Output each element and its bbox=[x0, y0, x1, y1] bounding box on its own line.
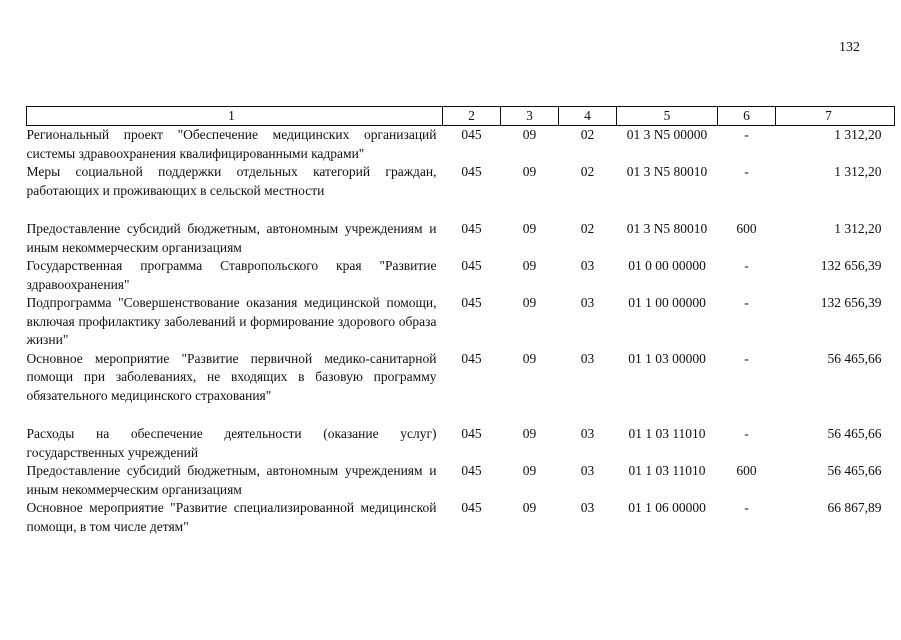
header-row bbox=[27, 107, 895, 126]
table-row bbox=[27, 499, 895, 536]
cell-target-article: 01 1 06 00000 bbox=[628, 500, 706, 515]
cell-expense-type: - bbox=[744, 350, 749, 366]
page-number: 132 bbox=[839, 40, 860, 55]
cell-section: 09 bbox=[522, 221, 537, 236]
cell-section: 09 bbox=[522, 500, 537, 515]
cell-subsection: 03 bbox=[580, 350, 595, 366]
cell-admin: 045 bbox=[461, 500, 482, 515]
table-row bbox=[27, 163, 895, 200]
cell-target-article: 01 3 N5 00000 bbox=[626, 127, 708, 142]
cell-name: Основное мероприятие "Развитие специализированной медицинской помощи, в том числе детям" bbox=[26, 500, 437, 534]
cell-expense-type: - bbox=[744, 500, 749, 515]
cell-amount: 66 867,89 bbox=[827, 500, 882, 515]
cell-subsection: 02 bbox=[580, 164, 595, 179]
col-header: 2 bbox=[443, 107, 501, 126]
cell-section: 09 bbox=[522, 258, 537, 273]
cell-name: Предоставление субсидий бюджетным, автономным учреждениям и иным некоммерческим организациям bbox=[26, 463, 437, 497]
cell-target-article: 01 3 N5 80010 bbox=[626, 164, 708, 179]
cell-amount: 132 656,39 bbox=[820, 258, 882, 273]
cell-name: Государственная программа Ставропольского края "Развитие здравоохранения" bbox=[26, 258, 437, 292]
cell-expense-type: - bbox=[744, 164, 749, 179]
table-row bbox=[27, 200, 895, 257]
cell-admin: 045 bbox=[461, 350, 482, 366]
cell-name: Основное мероприятие "Развитие первичной медико-санитарной помощи при заболеваниях, не входящих в базовую программу обязательного медицинского страхования" bbox=[26, 350, 437, 403]
cell-target-article: 01 1 03 11010 bbox=[628, 463, 706, 478]
cell-section: 09 bbox=[522, 127, 537, 142]
cell-subsection: 03 bbox=[580, 500, 595, 515]
cell-amount: 56 465,66 bbox=[827, 463, 882, 478]
cell-name: Расходы на обеспечение деятельности (оказание услуг) государственных учреждений bbox=[26, 426, 437, 460]
cell-amount: 56 465,66 bbox=[827, 350, 882, 366]
cell-amount: 1 312,20 bbox=[834, 221, 882, 236]
cell-target-article: 01 1 00 00000 bbox=[628, 295, 706, 310]
col-header: 3 bbox=[501, 107, 559, 126]
cell-section: 09 bbox=[522, 164, 537, 179]
cell-expense-type: - bbox=[744, 426, 749, 441]
cell-target-article: 01 1 03 00000 bbox=[628, 350, 706, 366]
cell-subsection: 03 bbox=[580, 426, 595, 441]
cell-admin: 045 bbox=[461, 164, 482, 179]
col-header: 7 bbox=[776, 107, 895, 126]
cell-admin: 045 bbox=[461, 258, 482, 273]
cell-admin: 045 bbox=[461, 295, 482, 310]
cell-expense-type: 600 bbox=[736, 463, 757, 478]
table-row bbox=[27, 462, 895, 499]
col-header: 1 bbox=[27, 107, 443, 126]
cell-name: Меры социальной поддержки отдельных категорий граждан, работающих и проживающих в сельской местности bbox=[26, 164, 437, 198]
cell-section: 09 bbox=[522, 426, 537, 441]
cell-amount: 132 656,39 bbox=[820, 295, 882, 310]
cell-expense-type: - bbox=[744, 295, 749, 310]
table-row bbox=[27, 294, 895, 350]
cell-expense-type: - bbox=[744, 258, 749, 273]
cell-subsection: 02 bbox=[580, 127, 595, 142]
cell-name: Региональный проект "Обеспечение медицинских организаций системы здравоохранения квалифицированными кадрами" bbox=[26, 127, 437, 161]
cell-subsection: 03 bbox=[580, 463, 595, 478]
cell-section: 09 bbox=[522, 295, 537, 310]
cell-subsection: 03 bbox=[580, 295, 595, 310]
cell-target-article: 01 1 03 11010 bbox=[628, 426, 706, 441]
cell-amount: 1 312,20 bbox=[834, 164, 882, 179]
budget-table bbox=[26, 106, 895, 536]
cell-subsection: 03 bbox=[580, 258, 595, 273]
col-header: 5 bbox=[617, 107, 718, 126]
cell-amount: 56 465,66 bbox=[827, 426, 882, 441]
col-header: 4 bbox=[559, 107, 617, 126]
cell-name: Предоставление субсидий бюджетным, автономным учреждениям и иным некоммерческим организациям bbox=[26, 221, 437, 255]
cell-admin: 045 bbox=[461, 221, 482, 236]
cell-expense-type: 600 bbox=[736, 221, 757, 236]
table-row bbox=[27, 350, 895, 406]
table-row bbox=[27, 257, 895, 294]
cell-subsection: 02 bbox=[580, 221, 595, 236]
cell-section: 09 bbox=[522, 463, 537, 478]
cell-admin: 045 bbox=[461, 426, 482, 441]
table-row bbox=[27, 126, 895, 164]
cell-admin: 045 bbox=[461, 463, 482, 478]
col-header: 6 bbox=[718, 107, 776, 126]
cell-section: 09 bbox=[522, 350, 537, 366]
table-row bbox=[27, 405, 895, 462]
cell-target-article: 01 0 00 00000 bbox=[628, 258, 706, 273]
cell-name: Подпрограмма "Совершенствование оказания медицинской помощи, включая профилактику заболеваний и формирование здорового образа жизни" bbox=[26, 295, 437, 347]
table-body bbox=[27, 126, 895, 537]
cell-expense-type: - bbox=[744, 127, 749, 142]
cell-amount: 1 312,20 bbox=[834, 127, 882, 142]
cell-admin: 045 bbox=[461, 127, 482, 142]
cell-target-article: 01 3 N5 80010 bbox=[626, 221, 708, 236]
